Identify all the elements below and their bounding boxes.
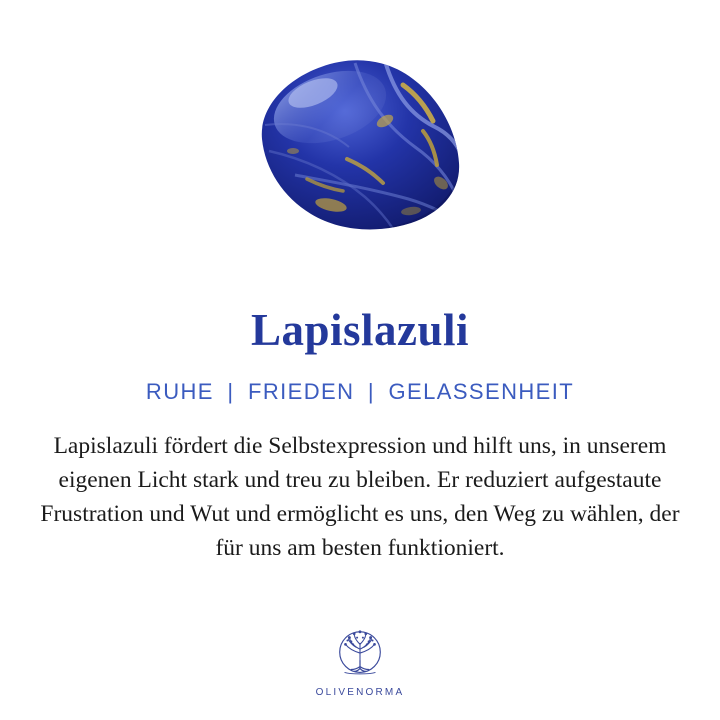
page-title: Lapislazuli: [250, 305, 470, 355]
stone-illustration: [235, 55, 485, 235]
keyword-separator-2: |: [367, 379, 376, 404]
keyword-line: [146, 379, 574, 405]
description-text: Lapislazuli fördert die Selbstexpression und hilft uns, in unserem eigenen Licht stark und treu zu bleiben. Er reduziert aufgestaute Frustration und Wut und ermöglicht es uns, den Weg zu wählen, der für uns am besten funktioniert.: [40, 433, 680, 562]
stone-image-area: [0, 0, 720, 290]
brand-logo: [0, 626, 720, 698]
lapis-lazuli-stone-image: [235, 55, 485, 235]
tree-of-life-icon: [331, 626, 389, 684]
keyword-separator-1: |: [227, 379, 235, 404]
keyword-2: FRIEDEN: [248, 379, 355, 404]
keyword-1: RUHE: [145, 379, 214, 404]
keyword-3: GELASSENHEIT: [388, 379, 575, 404]
brand-name: OLIVENORMA: [315, 687, 405, 698]
